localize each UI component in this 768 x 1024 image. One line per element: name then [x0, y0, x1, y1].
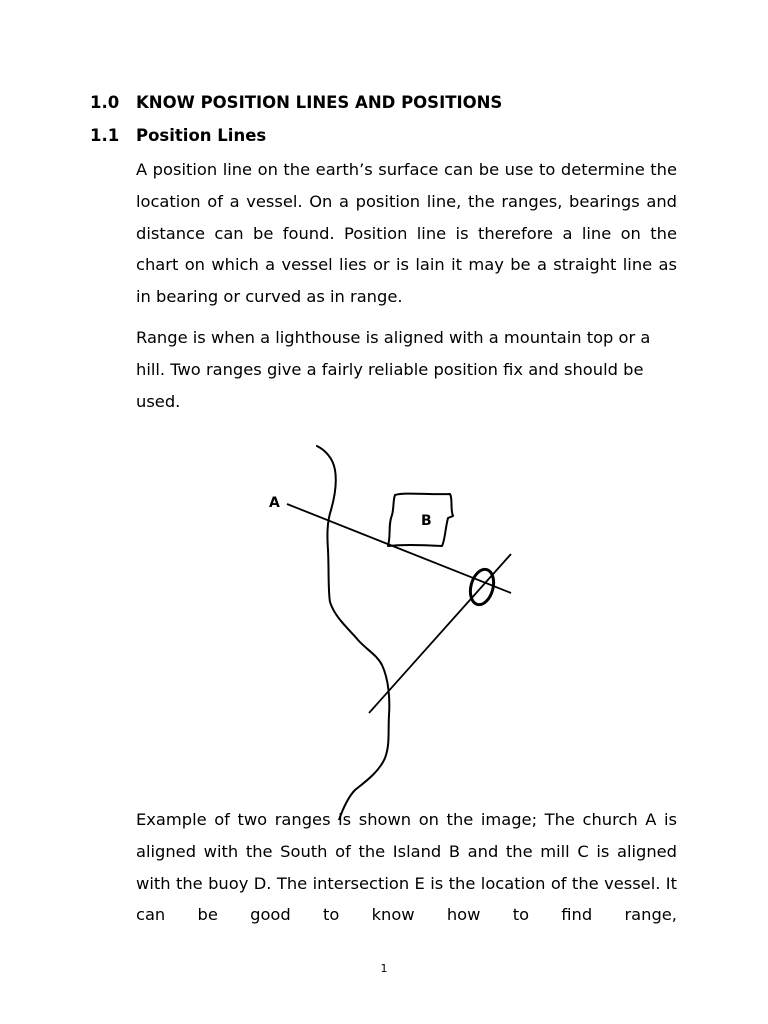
section-title: KNOW POSITION LINES AND POSITIONS [136, 93, 503, 112]
label-island-b: B [421, 513, 432, 529]
section-heading [90, 93, 502, 113]
coastline [317, 446, 389, 820]
paragraph-example: Example of two ranges is shown on the image; The church A is aligned with the South of the Island B and the mill C is aligned with the buoy D. The intersection E is the location of the vessel. It can be good to know how to find range, [136, 810, 677, 925]
label-church-a: A [269, 495, 280, 511]
subsection-title: Position Lines [136, 126, 267, 145]
position-lines-diagram [255, 440, 525, 820]
range-line-a-b [287, 504, 511, 593]
paragraph-range: Range is when a lighthouse is aligned with a mountain top or a hill. Two ranges give a fairly reliable position fix and should be used. [136, 328, 651, 411]
paragraph-position-line: A position line on the earth’s surface can be use to determine the location of a vessel. On a position line, the ranges, bearings and distance can be found. Position line is therefore a line on the chart on which a vessel lies or is lain it may be a straight line as in bearing or curved as in range. [136, 160, 677, 307]
section-number: 1.0 [90, 93, 120, 112]
range-line-c-d [369, 554, 511, 713]
page-number: 1 [380, 962, 388, 975]
subsection-number: 1.1 [90, 126, 120, 145]
subsection-heading [90, 126, 266, 146]
